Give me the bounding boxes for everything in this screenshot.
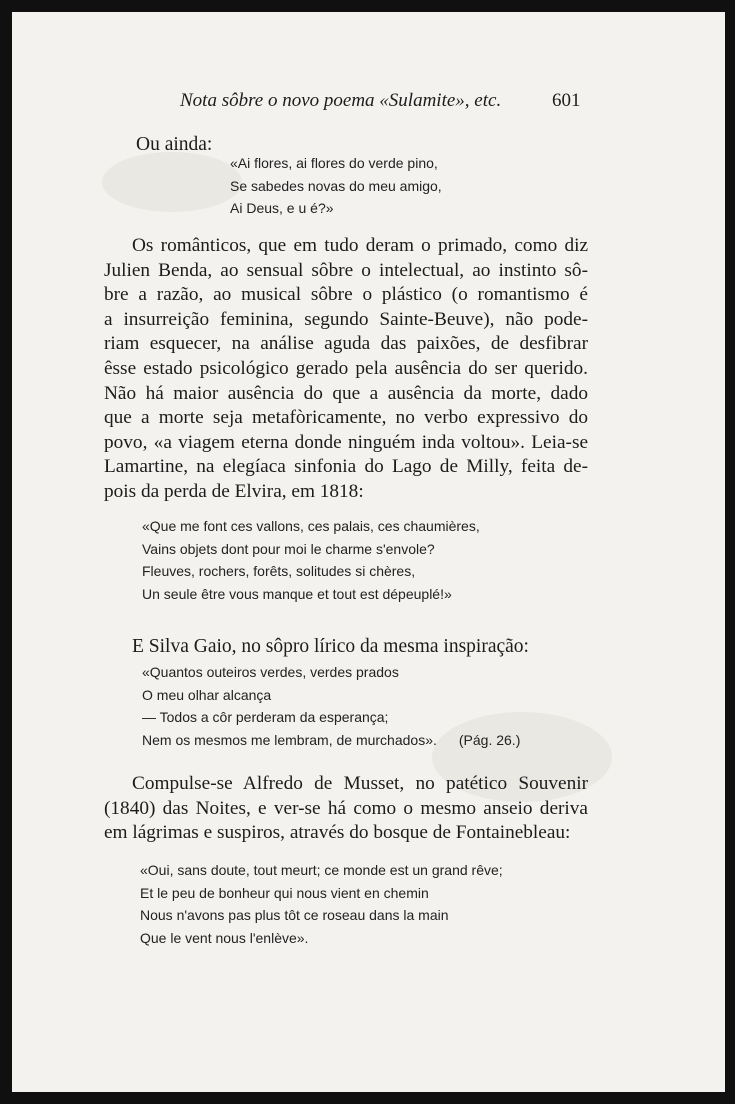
paragraph-romanticos xyxy=(104,234,588,505)
paragraph-line: pois da perda de Elvira, em 1818: xyxy=(104,480,364,502)
verse-line: Se sabedes novas do meu amigo, xyxy=(230,177,442,194)
intro-line: Ou ainda: xyxy=(136,134,213,155)
paragraph-line: em lágrimas e suspiros, através do bosque de Fontainebleau: xyxy=(104,822,571,844)
verse-line: Fleuves, rochers, forêts, solitudes si chères, xyxy=(142,563,416,579)
verse-line: «Quantos outeiros verdes, verdes prados xyxy=(142,664,399,680)
paragraph-line: bre a razão, ao musical sôbre o plástico (o romantismo é xyxy=(104,284,588,306)
paragraph-line: Julien Benda, ao sensual sôbre o intelectual, ao instinto sô- xyxy=(104,259,588,281)
paragraph-line: êsse estado psicológico gerado pela ausência do ser querido. xyxy=(104,357,588,379)
paragraph-line: Os românticos, que em tudo deram o primado, como diz xyxy=(132,235,588,256)
running-title: Nota sôbre o novo poema «Sulamite», etc. xyxy=(180,90,502,111)
verse-line: «Oui, sans doute, tout meurt; ce monde est un grand rêve; xyxy=(140,862,503,878)
verse-line: Nous n'avons pas plus tôt ce roseau dans la main xyxy=(140,907,449,923)
paragraph-line: povo, «a viagem eterna donde ninguém inda voltou». Leia-se xyxy=(104,431,588,453)
verse-line: Ai Deus, e u é?» xyxy=(230,200,334,216)
paragraph-line: riam esquecer, na análise aguda das paixões, de desfibrar xyxy=(104,333,588,355)
quote-silva-gaio xyxy=(142,661,520,751)
verse-text: Nem os mesmos me lembram, de murchados». xyxy=(142,731,437,748)
verse-line: O meu olhar alcança xyxy=(142,686,272,703)
quote-lamartine xyxy=(142,515,480,605)
quote-cantiga xyxy=(230,152,442,220)
page-number: 601 xyxy=(552,90,581,111)
paper-stain xyxy=(102,152,242,212)
verse-line: Un seule être vous manque et tout est dépeuplé!» xyxy=(142,585,452,602)
paragraph-line: que a morte seja metafòricamente, no verbo expressivo do xyxy=(104,407,588,429)
paragraph-line: a insurreição feminina, segundo Sainte-Beuve), não pode- xyxy=(104,308,588,330)
book-page xyxy=(12,12,725,1092)
verse-line: «Ai flores, ai flores do verde pino, xyxy=(230,155,438,171)
paragraph-line: Não há maior ausência do que a ausência da morte, dado xyxy=(104,382,588,404)
verse-line: «Que me font ces vallons, ces palais, ces chaumières, xyxy=(142,518,480,534)
paragraph-line: Lamartine, na elegíaca sinfonia do Lago de Milly, feita de- xyxy=(104,456,588,478)
verse-line: — Todos a côr perderam da esperança; xyxy=(142,709,389,725)
paragraph-line: Compulse-se Alfredo de Musset, no patético Souvenir xyxy=(132,773,588,794)
paragraph-musset xyxy=(104,772,588,846)
paragraph-line: (1840) das Noites, e ver-se há como o mesmo anseio deriva xyxy=(104,797,588,819)
page-header xyxy=(12,90,725,118)
verse-line: Vains objets dont pour moi le charme s'envole? xyxy=(142,540,435,557)
verse-line: Et le peu de bonheur qui nous vient en chemin xyxy=(140,884,429,901)
lead-silva-gaio: E Silva Gaio, no sôpro lírico da mesma inspiração: xyxy=(132,636,529,657)
quote-musset xyxy=(140,859,503,949)
verse-line xyxy=(142,729,520,752)
page-reference: (Pág. 26.) xyxy=(458,731,521,748)
verse-line: Que le vent nous l'enlève». xyxy=(140,929,309,946)
